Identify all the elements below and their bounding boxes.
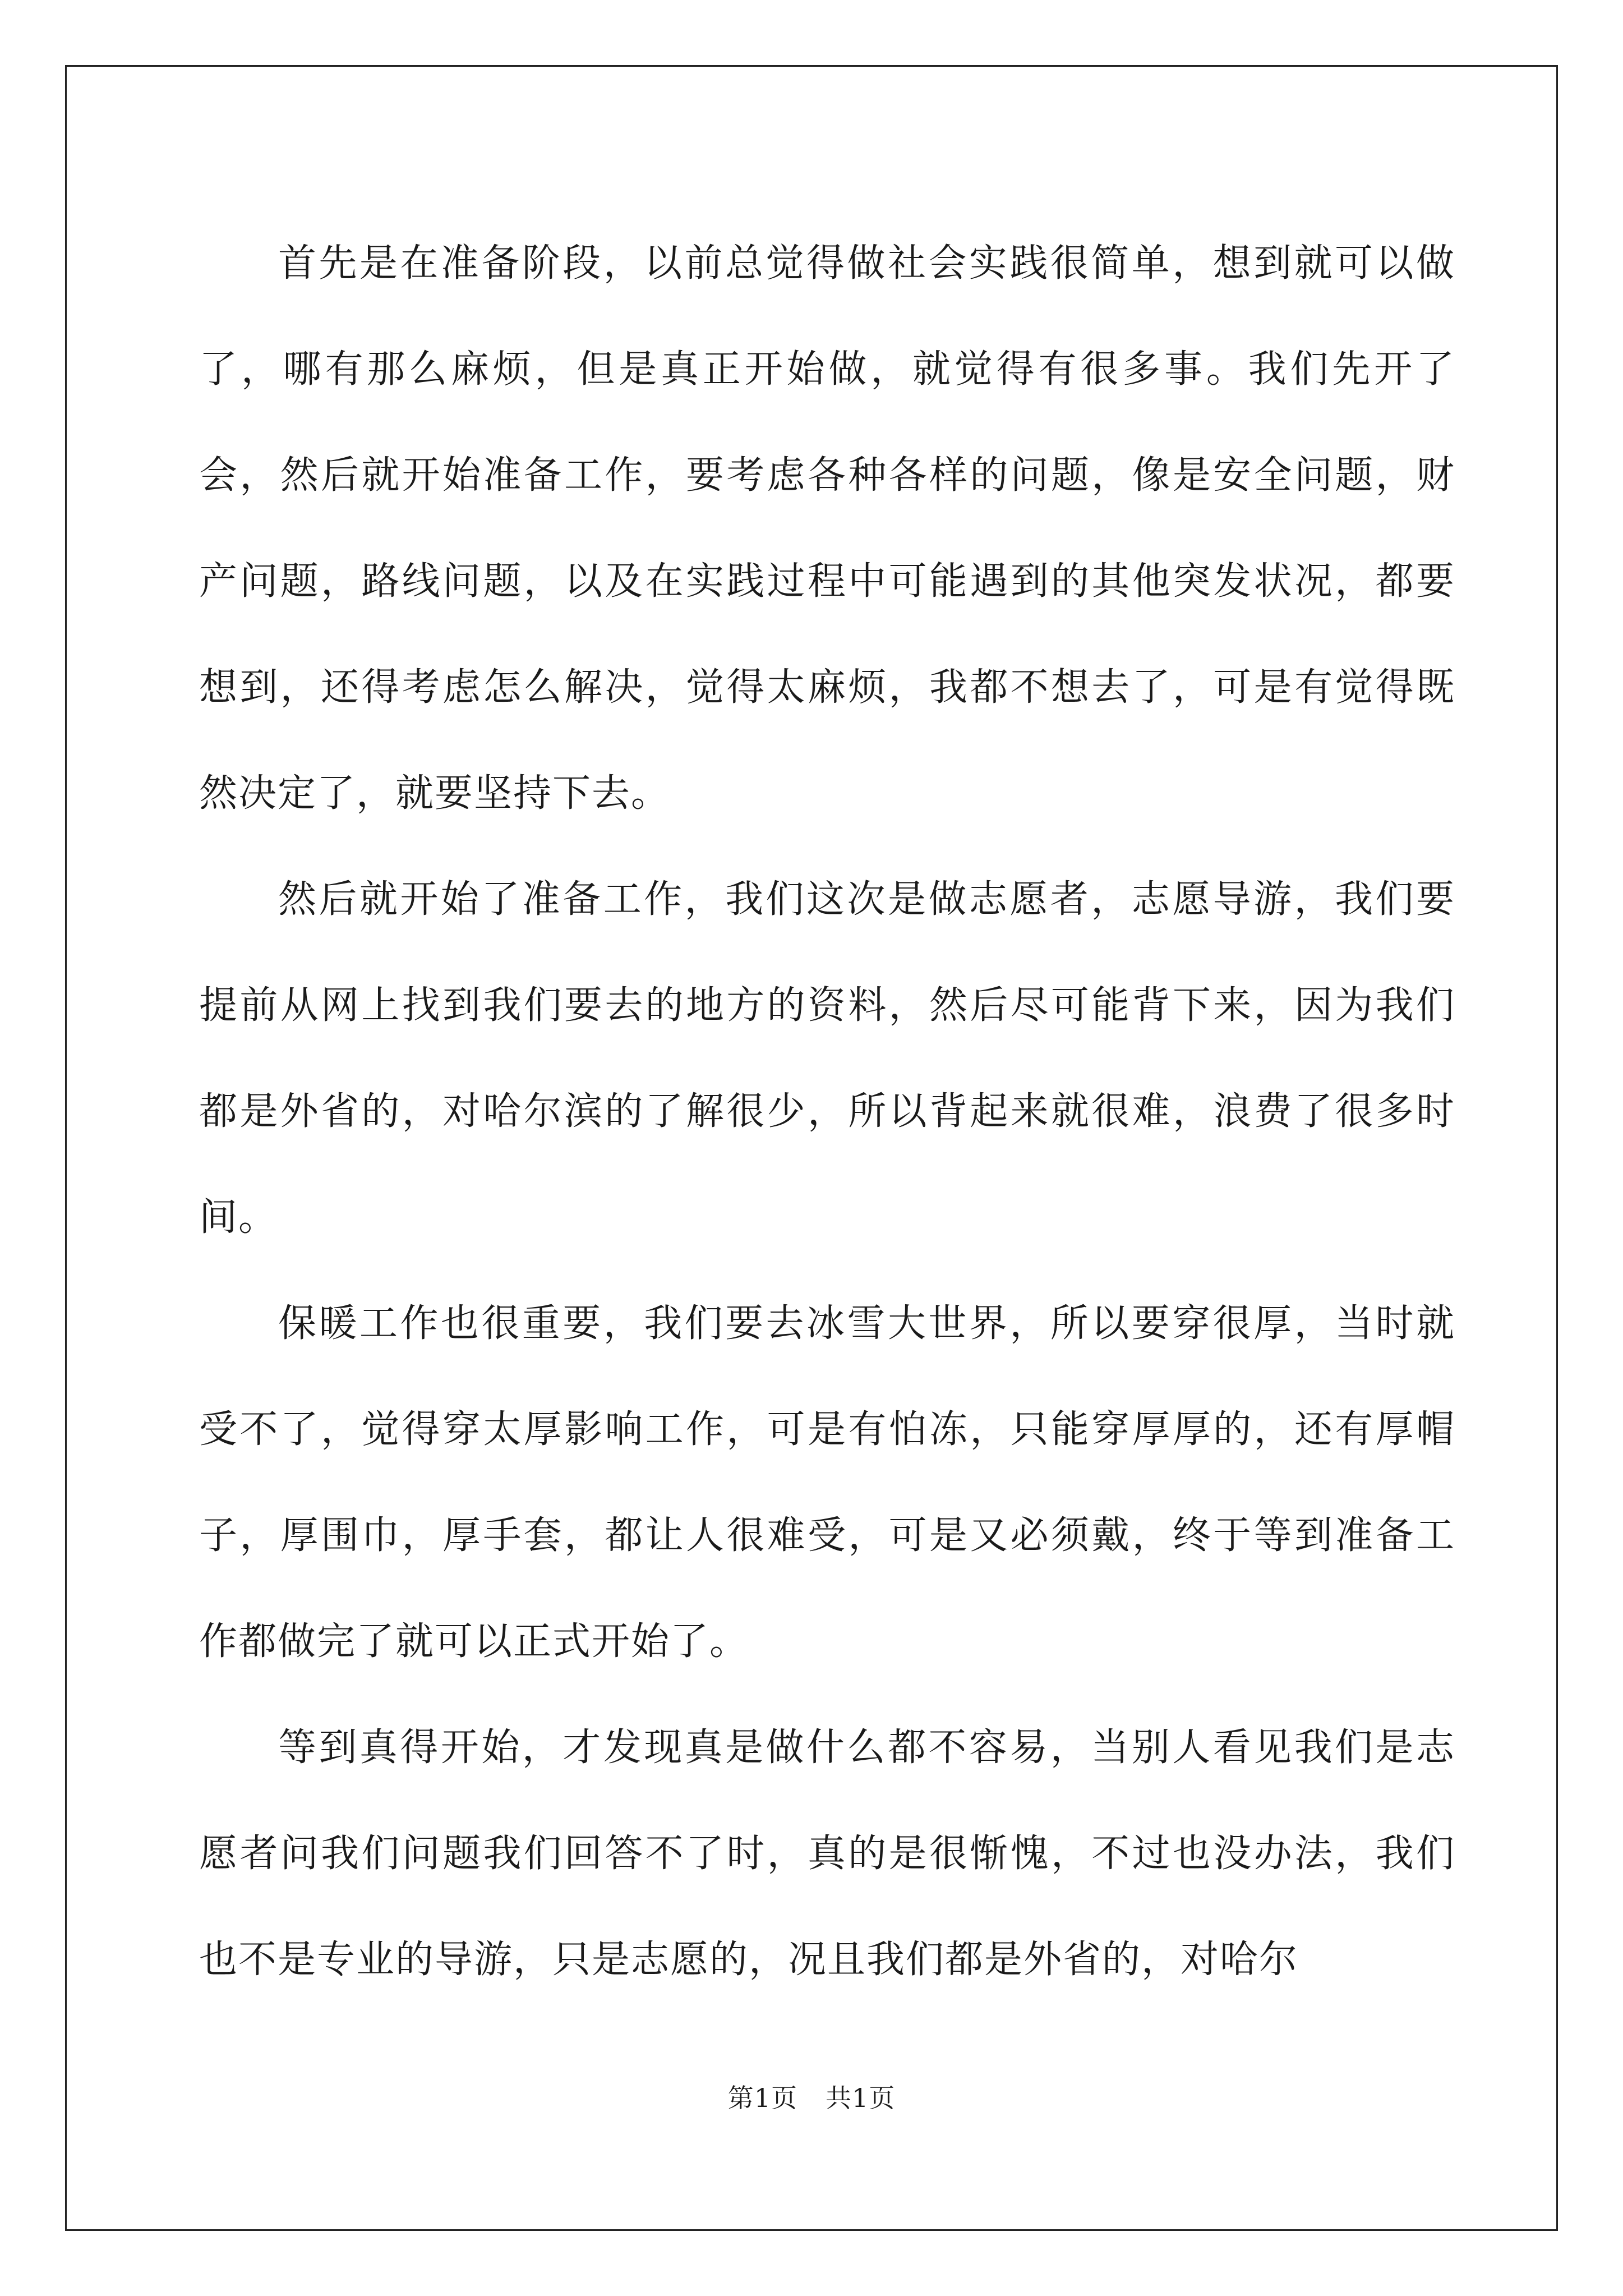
page-total: 共1页 bbox=[826, 2083, 896, 2113]
page-number: 第1页 bbox=[727, 2083, 797, 2113]
paragraph-4: 等到真得开始，才发现真是做什么都不容易，当别人看见我们是志愿者问我们问题我们回答不了时，真的是很惭愧，不过也没办法，我们也不是专业的导游，只是志愿的，况且我们都是外省的，对哈尔 bbox=[199, 1726, 1455, 1982]
paragraph-1: 首先是在准备阶段，以前总觉得做社会实践很简单，想到就可以做了，哪有那么麻烦，但是真正开始做，就觉得有很多事。我们先开了会，然后就开始准备工作，要考虑各种各样的问题，像是安全问题，财产问题，路线问题，以及在实践过程中可能遇到的其他突发状况，都要想到，还得考虑怎么解决，觉得太麻烦，我都不想去了，可是有觉得既然决定了，就要坚持下去。 bbox=[199, 241, 1455, 816]
document-body bbox=[199, 210, 1455, 2013]
paragraph-3: 保暖工作也很重要，我们要去冰雪大世界，所以要穿很厚，当时就受不了，觉得穿太厚影响工作，可是有怕冻，只能穿厚厚的，还有厚帽子，厚围巾，厚手套，都让人很难受，可是又必须戴，终于等到准备工作都做完了就可以正式开始了。 bbox=[199, 1301, 1455, 1664]
page-footer bbox=[0, 2081, 1623, 2115]
paragraph-2: 然后就开始了准备工作，我们这次是做志愿者，志愿导游，我们要提前从网上找到我们要去的地方的资料，然后尽可能背下来，因为我们都是外省的，对哈尔滨的了解很少，所以背起来就很难，浪费了很多时间。 bbox=[199, 877, 1455, 1240]
